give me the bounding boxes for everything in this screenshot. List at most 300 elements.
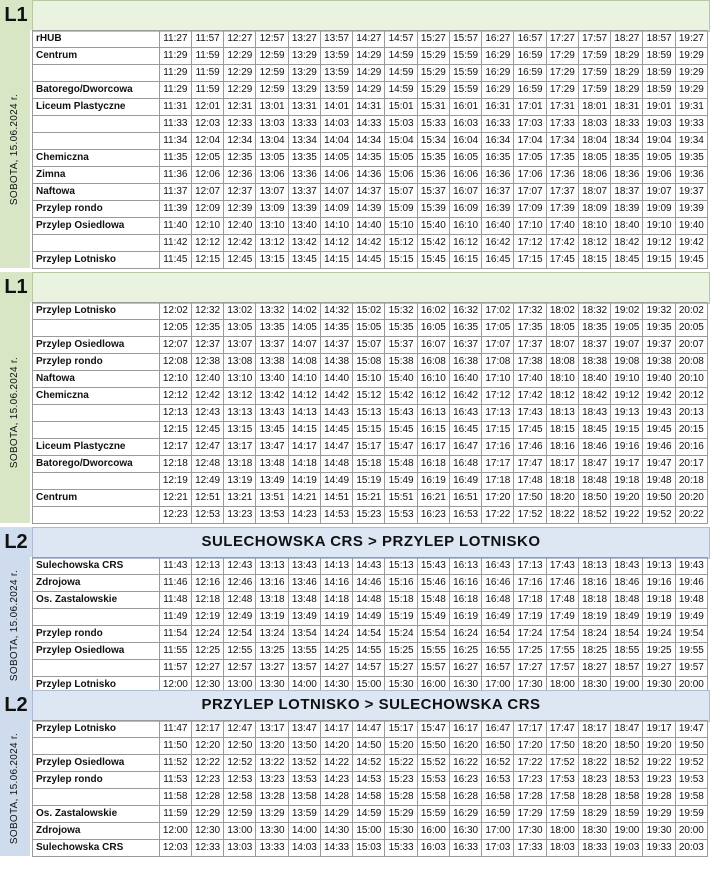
departure-time: 19:22 bbox=[611, 507, 643, 524]
departure-time: 15:42 bbox=[385, 388, 417, 405]
departure-time: 12:47 bbox=[191, 439, 223, 456]
table-row bbox=[33, 806, 708, 823]
departure-time: 17:30 bbox=[514, 677, 546, 694]
departure-time: 13:33 bbox=[288, 116, 320, 133]
departure-time: 11:48 bbox=[159, 592, 191, 609]
departure-time: 18:59 bbox=[643, 65, 675, 82]
departure-time: 13:31 bbox=[288, 99, 320, 116]
departure-time: 14:18 bbox=[320, 592, 352, 609]
departure-time: 17:29 bbox=[514, 806, 546, 823]
departure-time: 13:52 bbox=[288, 755, 320, 772]
departure-time: 14:02 bbox=[288, 303, 320, 320]
departure-time: 11:37 bbox=[159, 184, 191, 201]
departure-time: 12:28 bbox=[191, 789, 223, 806]
departure-time: 16:25 bbox=[449, 643, 481, 660]
departure-time: 15:28 bbox=[385, 789, 417, 806]
line-badge: L2 bbox=[0, 690, 32, 720]
departure-time: 16:16 bbox=[449, 575, 481, 592]
stop-name bbox=[33, 405, 160, 422]
stop-name: Przylep rondo bbox=[33, 626, 160, 643]
departure-time: 16:35 bbox=[449, 320, 481, 337]
departure-time: 16:47 bbox=[482, 721, 514, 738]
departure-time: 15:38 bbox=[385, 354, 417, 371]
departure-time: 12:18 bbox=[159, 456, 191, 473]
departure-time: 12:33 bbox=[191, 840, 223, 857]
departure-time: 12:36 bbox=[224, 167, 256, 184]
departure-time: 13:12 bbox=[224, 388, 256, 405]
departure-time: 12:53 bbox=[224, 772, 256, 789]
departure-time: 17:59 bbox=[578, 82, 610, 99]
departure-time: 14:10 bbox=[320, 218, 352, 235]
departure-time: 16:48 bbox=[482, 592, 514, 609]
departure-time: 17:49 bbox=[546, 609, 578, 626]
departure-time: 14:01 bbox=[320, 99, 352, 116]
departure-time: 14:29 bbox=[353, 48, 385, 65]
departure-time: 16:13 bbox=[449, 558, 481, 575]
line-badge: L1 bbox=[0, 272, 32, 302]
departure-time: 16:15 bbox=[449, 252, 481, 269]
departure-time: 17:57 bbox=[578, 31, 610, 48]
departure-time: 18:01 bbox=[578, 99, 610, 116]
departure-time: 11:53 bbox=[159, 772, 191, 789]
departure-time: 13:00 bbox=[224, 823, 256, 840]
departure-time: 17:06 bbox=[514, 167, 546, 184]
departure-time: 16:29 bbox=[482, 48, 514, 65]
departure-time: 16:53 bbox=[449, 507, 481, 524]
departure-time: 14:42 bbox=[320, 388, 352, 405]
departure-time: 17:16 bbox=[482, 439, 514, 456]
departure-time: 14:35 bbox=[353, 150, 385, 167]
departure-time: 18:04 bbox=[578, 133, 610, 150]
departure-time: 13:03 bbox=[224, 840, 256, 857]
departure-time: 17:13 bbox=[514, 558, 546, 575]
departure-time: 14:18 bbox=[288, 456, 320, 473]
schedule-table bbox=[32, 30, 708, 269]
departure-time: 19:20 bbox=[643, 738, 675, 755]
departure-time: 15:57 bbox=[417, 660, 449, 677]
departure-time: 20:00 bbox=[675, 677, 707, 694]
departure-time: 12:42 bbox=[224, 235, 256, 252]
departure-time: 15:43 bbox=[417, 558, 449, 575]
departure-time: 14:33 bbox=[320, 840, 352, 857]
stop-name: Batorego/Dworcowa bbox=[33, 82, 160, 99]
stop-name: Przylep Osiedlowa bbox=[33, 643, 160, 660]
departure-time: 19:19 bbox=[643, 609, 675, 626]
departure-time: 19:05 bbox=[611, 320, 643, 337]
table-row bbox=[33, 65, 708, 82]
departure-time: 18:53 bbox=[611, 772, 643, 789]
departure-time: 16:32 bbox=[449, 303, 481, 320]
departure-time: 16:49 bbox=[482, 609, 514, 626]
departure-time: 12:02 bbox=[159, 303, 191, 320]
departure-time: 14:13 bbox=[288, 405, 320, 422]
stop-name: Sulechowska CRS bbox=[33, 840, 160, 857]
departure-time: 19:17 bbox=[611, 456, 643, 473]
departure-time: 15:59 bbox=[417, 806, 449, 823]
table-row bbox=[33, 772, 708, 789]
departure-time: 16:59 bbox=[482, 806, 514, 823]
departure-time: 18:07 bbox=[578, 184, 610, 201]
table-row bbox=[33, 354, 708, 371]
departure-time: 17:01 bbox=[514, 99, 546, 116]
departure-time: 13:17 bbox=[256, 721, 288, 738]
departure-time: 12:27 bbox=[224, 31, 256, 48]
departure-time: 16:38 bbox=[449, 354, 481, 371]
departure-time: 12:15 bbox=[159, 422, 191, 439]
departure-time: 15:59 bbox=[449, 48, 481, 65]
timetable-section bbox=[0, 0, 722, 270]
departure-time: 14:21 bbox=[288, 490, 320, 507]
departure-time: 18:52 bbox=[611, 755, 643, 772]
departure-time: 15:00 bbox=[353, 677, 385, 694]
departure-time: 15:13 bbox=[385, 558, 417, 575]
departure-time: 15:48 bbox=[385, 456, 417, 473]
departure-time: 16:45 bbox=[482, 252, 514, 269]
departure-time: 15:22 bbox=[385, 755, 417, 772]
departure-time: 13:59 bbox=[288, 806, 320, 823]
departure-time: 17:52 bbox=[546, 755, 578, 772]
departure-time: 16:36 bbox=[482, 167, 514, 184]
departure-time: 13:15 bbox=[256, 252, 288, 269]
departure-time: 17:00 bbox=[482, 677, 514, 694]
departure-time: 14:57 bbox=[385, 31, 417, 48]
stop-name bbox=[33, 235, 160, 252]
departure-time: 18:52 bbox=[578, 507, 610, 524]
departure-time: 16:00 bbox=[417, 823, 449, 840]
departure-time: 14:04 bbox=[320, 133, 352, 150]
departure-time: 15:59 bbox=[449, 82, 481, 99]
departure-time: 11:27 bbox=[159, 31, 191, 48]
schedule-table bbox=[32, 557, 708, 694]
departure-time: 13:25 bbox=[256, 643, 288, 660]
departure-time: 16:12 bbox=[417, 388, 449, 405]
departure-time: 18:18 bbox=[546, 473, 578, 490]
departure-time: 12:47 bbox=[224, 721, 256, 738]
table-row bbox=[33, 643, 708, 660]
stop-name: Przylep Lotnisko bbox=[33, 252, 160, 269]
departure-time: 12:03 bbox=[159, 840, 191, 857]
table-row bbox=[33, 609, 708, 626]
schedule-table bbox=[32, 302, 708, 524]
departure-time: 16:23 bbox=[449, 772, 481, 789]
departure-time: 16:50 bbox=[482, 738, 514, 755]
departure-time: 18:48 bbox=[611, 592, 643, 609]
departure-time: 19:29 bbox=[675, 48, 707, 65]
departure-time: 13:53 bbox=[288, 772, 320, 789]
departure-time: 18:29 bbox=[578, 806, 610, 823]
departure-time: 15:24 bbox=[385, 626, 417, 643]
departure-time: 13:06 bbox=[256, 167, 288, 184]
departure-time: 18:38 bbox=[578, 354, 610, 371]
departure-time: 16:17 bbox=[449, 721, 481, 738]
departure-time: 13:53 bbox=[256, 507, 288, 524]
departure-time: 14:55 bbox=[353, 643, 385, 660]
departure-time: 12:01 bbox=[191, 99, 223, 116]
departure-time: 14:13 bbox=[320, 558, 352, 575]
departure-time: 14:59 bbox=[385, 65, 417, 82]
departure-time: 18:02 bbox=[546, 303, 578, 320]
departure-time: 19:09 bbox=[643, 201, 675, 218]
departure-time: 14:00 bbox=[288, 823, 320, 840]
departure-time: 13:51 bbox=[256, 490, 288, 507]
departure-time: 13:29 bbox=[256, 806, 288, 823]
table-row bbox=[33, 456, 708, 473]
departure-time: 15:08 bbox=[353, 354, 385, 371]
departure-time: 17:24 bbox=[514, 626, 546, 643]
departure-time: 19:05 bbox=[643, 150, 675, 167]
departure-time: 12:54 bbox=[224, 626, 256, 643]
departure-time: 19:22 bbox=[643, 755, 675, 772]
departure-time: 13:59 bbox=[320, 48, 352, 65]
departure-time: 14:59 bbox=[385, 82, 417, 99]
stop-name: Chemiczna bbox=[33, 388, 160, 405]
departure-time: 19:38 bbox=[643, 354, 675, 371]
departure-time: 13:45 bbox=[256, 422, 288, 439]
departure-time: 11:46 bbox=[159, 575, 191, 592]
stop-name bbox=[33, 320, 160, 337]
departure-time: 16:33 bbox=[449, 840, 481, 857]
departure-time: 17:07 bbox=[482, 337, 514, 354]
departure-time: 15:46 bbox=[417, 575, 449, 592]
departure-time: 14:34 bbox=[353, 133, 385, 150]
timetable-section bbox=[0, 527, 722, 695]
departure-time: 17:33 bbox=[514, 840, 546, 857]
departure-time: 12:30 bbox=[191, 823, 223, 840]
departure-time: 12:39 bbox=[224, 201, 256, 218]
departure-time: 20:07 bbox=[675, 337, 707, 354]
departure-time: 16:53 bbox=[482, 772, 514, 789]
departure-time: 12:30 bbox=[191, 677, 223, 694]
departure-time: 17:55 bbox=[546, 643, 578, 660]
day-side-label bbox=[0, 720, 30, 856]
table-row bbox=[33, 592, 708, 609]
departure-time: 17:59 bbox=[578, 48, 610, 65]
departure-time: 13:04 bbox=[256, 133, 288, 150]
departure-time: 13:42 bbox=[256, 388, 288, 405]
stop-name: Przylep Lotnisko bbox=[33, 721, 160, 738]
departure-time: 19:17 bbox=[643, 721, 675, 738]
departure-time: 18:59 bbox=[643, 82, 675, 99]
stop-name bbox=[33, 116, 160, 133]
stop-name: Przylep Osiedlowa bbox=[33, 337, 160, 354]
table-row bbox=[33, 82, 708, 99]
departure-time: 15:23 bbox=[353, 507, 385, 524]
departure-time: 13:07 bbox=[256, 184, 288, 201]
departure-time: 14:47 bbox=[320, 439, 352, 456]
departure-time: 19:48 bbox=[675, 592, 707, 609]
day-side-label bbox=[0, 30, 30, 268]
departure-time: 20:18 bbox=[675, 473, 707, 490]
departure-time: 16:37 bbox=[449, 337, 481, 354]
departure-time: 19:06 bbox=[643, 167, 675, 184]
departure-time: 18:54 bbox=[611, 626, 643, 643]
departure-time: 12:49 bbox=[224, 609, 256, 626]
departure-time: 16:58 bbox=[482, 789, 514, 806]
departure-time: 15:48 bbox=[417, 592, 449, 609]
departure-time: 12:00 bbox=[159, 823, 191, 840]
departure-time: 19:35 bbox=[675, 150, 707, 167]
departure-time: 14:30 bbox=[320, 677, 352, 694]
table-row bbox=[33, 218, 708, 235]
departure-time: 18:46 bbox=[611, 575, 643, 592]
departure-time: 13:29 bbox=[288, 48, 320, 65]
departure-time: 12:43 bbox=[191, 405, 223, 422]
departure-time: 11:59 bbox=[191, 82, 223, 99]
departure-time: 20:12 bbox=[675, 388, 707, 405]
table-row bbox=[33, 789, 708, 806]
departure-time: 16:45 bbox=[449, 422, 481, 439]
departure-time: 15:05 bbox=[353, 320, 385, 337]
stop-name bbox=[33, 473, 160, 490]
departure-time: 18:10 bbox=[546, 371, 578, 388]
departure-time: 11:47 bbox=[159, 721, 191, 738]
departure-time: 16:42 bbox=[449, 388, 481, 405]
departure-time: 19:37 bbox=[675, 184, 707, 201]
departure-time: 11:43 bbox=[159, 558, 191, 575]
departure-time: 13:21 bbox=[224, 490, 256, 507]
departure-time: 12:08 bbox=[159, 354, 191, 371]
departure-time: 12:49 bbox=[191, 473, 223, 490]
stop-name: Liceum Plastyczne bbox=[33, 439, 160, 456]
stop-name: Sulechowska CRS bbox=[33, 558, 160, 575]
departure-time: 15:07 bbox=[385, 184, 417, 201]
departure-time: 14:03 bbox=[320, 116, 352, 133]
departure-time: 18:08 bbox=[546, 354, 578, 371]
departure-time: 12:42 bbox=[191, 388, 223, 405]
departure-time: 17:35 bbox=[546, 150, 578, 167]
departure-time: 14:12 bbox=[320, 235, 352, 252]
departure-time: 15:25 bbox=[385, 643, 417, 660]
departure-time: 18:27 bbox=[578, 660, 610, 677]
departure-time: 19:29 bbox=[643, 806, 675, 823]
table-row bbox=[33, 184, 708, 201]
departure-time: 19:03 bbox=[643, 116, 675, 133]
stop-name bbox=[33, 133, 160, 150]
departure-time: 14:46 bbox=[353, 575, 385, 592]
departure-time: 16:00 bbox=[417, 677, 449, 694]
departure-time: 15:50 bbox=[417, 738, 449, 755]
departure-time: 18:37 bbox=[578, 337, 610, 354]
departure-time: 13:05 bbox=[224, 320, 256, 337]
departure-time: 13:20 bbox=[256, 738, 288, 755]
departure-time: 18:59 bbox=[643, 48, 675, 65]
departure-time: 19:30 bbox=[643, 823, 675, 840]
departure-time: 14:16 bbox=[320, 575, 352, 592]
departure-time: 14:58 bbox=[353, 789, 385, 806]
departure-time: 14:20 bbox=[320, 738, 352, 755]
departure-time: 17:20 bbox=[482, 490, 514, 507]
departure-time: 16:51 bbox=[449, 490, 481, 507]
departure-time: 19:12 bbox=[611, 388, 643, 405]
departure-time: 12:58 bbox=[224, 789, 256, 806]
departure-time: 19:43 bbox=[675, 558, 707, 575]
departure-time: 18:47 bbox=[611, 721, 643, 738]
departure-time: 11:34 bbox=[159, 133, 191, 150]
departure-time: 15:01 bbox=[385, 99, 417, 116]
departure-time: 18:47 bbox=[578, 456, 610, 473]
departure-time: 14:15 bbox=[288, 422, 320, 439]
departure-time: 13:10 bbox=[224, 371, 256, 388]
departure-time: 14:49 bbox=[320, 473, 352, 490]
departure-time: 18:29 bbox=[611, 65, 643, 82]
departure-time: 16:42 bbox=[482, 235, 514, 252]
departure-time: 17:46 bbox=[546, 575, 578, 592]
departure-time: 13:50 bbox=[288, 738, 320, 755]
departure-time: 14:49 bbox=[353, 609, 385, 626]
departure-time: 19:12 bbox=[643, 235, 675, 252]
departure-time: 19:18 bbox=[643, 592, 675, 609]
departure-time: 18:29 bbox=[611, 82, 643, 99]
departure-time: 16:31 bbox=[482, 99, 514, 116]
departure-time: 16:30 bbox=[449, 823, 481, 840]
departure-time: 13:09 bbox=[256, 201, 288, 218]
departure-time: 14:22 bbox=[320, 755, 352, 772]
departure-time: 15:30 bbox=[385, 677, 417, 694]
departure-time: 15:12 bbox=[353, 388, 385, 405]
route-title bbox=[32, 0, 710, 30]
stop-name: Zdrojowa bbox=[33, 575, 160, 592]
departure-time: 12:40 bbox=[224, 218, 256, 235]
departure-time: 16:21 bbox=[417, 490, 449, 507]
departure-time: 15:17 bbox=[385, 721, 417, 738]
departure-time: 18:42 bbox=[578, 388, 610, 405]
departure-time: 17:40 bbox=[546, 218, 578, 235]
departure-time: 16:07 bbox=[449, 184, 481, 201]
departure-time: 14:27 bbox=[353, 31, 385, 48]
departure-time: 13:13 bbox=[256, 558, 288, 575]
departure-time: 14:07 bbox=[288, 337, 320, 354]
departure-time: 12:57 bbox=[256, 31, 288, 48]
departure-time: 14:09 bbox=[320, 201, 352, 218]
departure-time: 18:24 bbox=[578, 626, 610, 643]
table-row bbox=[33, 48, 708, 65]
departure-time: 17:12 bbox=[514, 235, 546, 252]
table-row bbox=[33, 337, 708, 354]
departure-time: 12:21 bbox=[159, 490, 191, 507]
departure-time: 14:42 bbox=[353, 235, 385, 252]
departure-time: 15:39 bbox=[417, 201, 449, 218]
departure-time: 15:30 bbox=[385, 823, 417, 840]
departure-time: 18:55 bbox=[611, 643, 643, 660]
departure-time: 19:23 bbox=[643, 772, 675, 789]
departure-time: 16:23 bbox=[417, 507, 449, 524]
departure-time: 14:59 bbox=[353, 806, 385, 823]
departure-time: 18:12 bbox=[546, 388, 578, 405]
departure-time: 15:03 bbox=[385, 116, 417, 133]
departure-time: 14:24 bbox=[320, 626, 352, 643]
departure-time: 14:48 bbox=[353, 592, 385, 609]
departure-time: 18:06 bbox=[578, 167, 610, 184]
departure-time: 17:15 bbox=[514, 252, 546, 269]
departure-time: 17:40 bbox=[514, 371, 546, 388]
departure-time: 17:39 bbox=[546, 201, 578, 218]
departure-time: 18:48 bbox=[578, 473, 610, 490]
departure-time: 15:02 bbox=[353, 303, 385, 320]
departure-time: 15:29 bbox=[385, 806, 417, 823]
departure-time: 15:45 bbox=[417, 252, 449, 269]
departure-time: 18:58 bbox=[611, 789, 643, 806]
route-title: PRZYLEP LOTNISKO > SULECHOWSKA CRS bbox=[201, 696, 541, 713]
departure-time: 15:03 bbox=[353, 840, 385, 857]
departure-time: 18:27 bbox=[611, 31, 643, 48]
departure-time: 15:04 bbox=[385, 133, 417, 150]
departure-time: 12:57 bbox=[224, 660, 256, 677]
departure-time: 17:47 bbox=[514, 456, 546, 473]
departure-time: 18:17 bbox=[578, 721, 610, 738]
departure-time: 13:07 bbox=[224, 337, 256, 354]
departure-time: 13:27 bbox=[256, 660, 288, 677]
table-row bbox=[33, 422, 708, 439]
